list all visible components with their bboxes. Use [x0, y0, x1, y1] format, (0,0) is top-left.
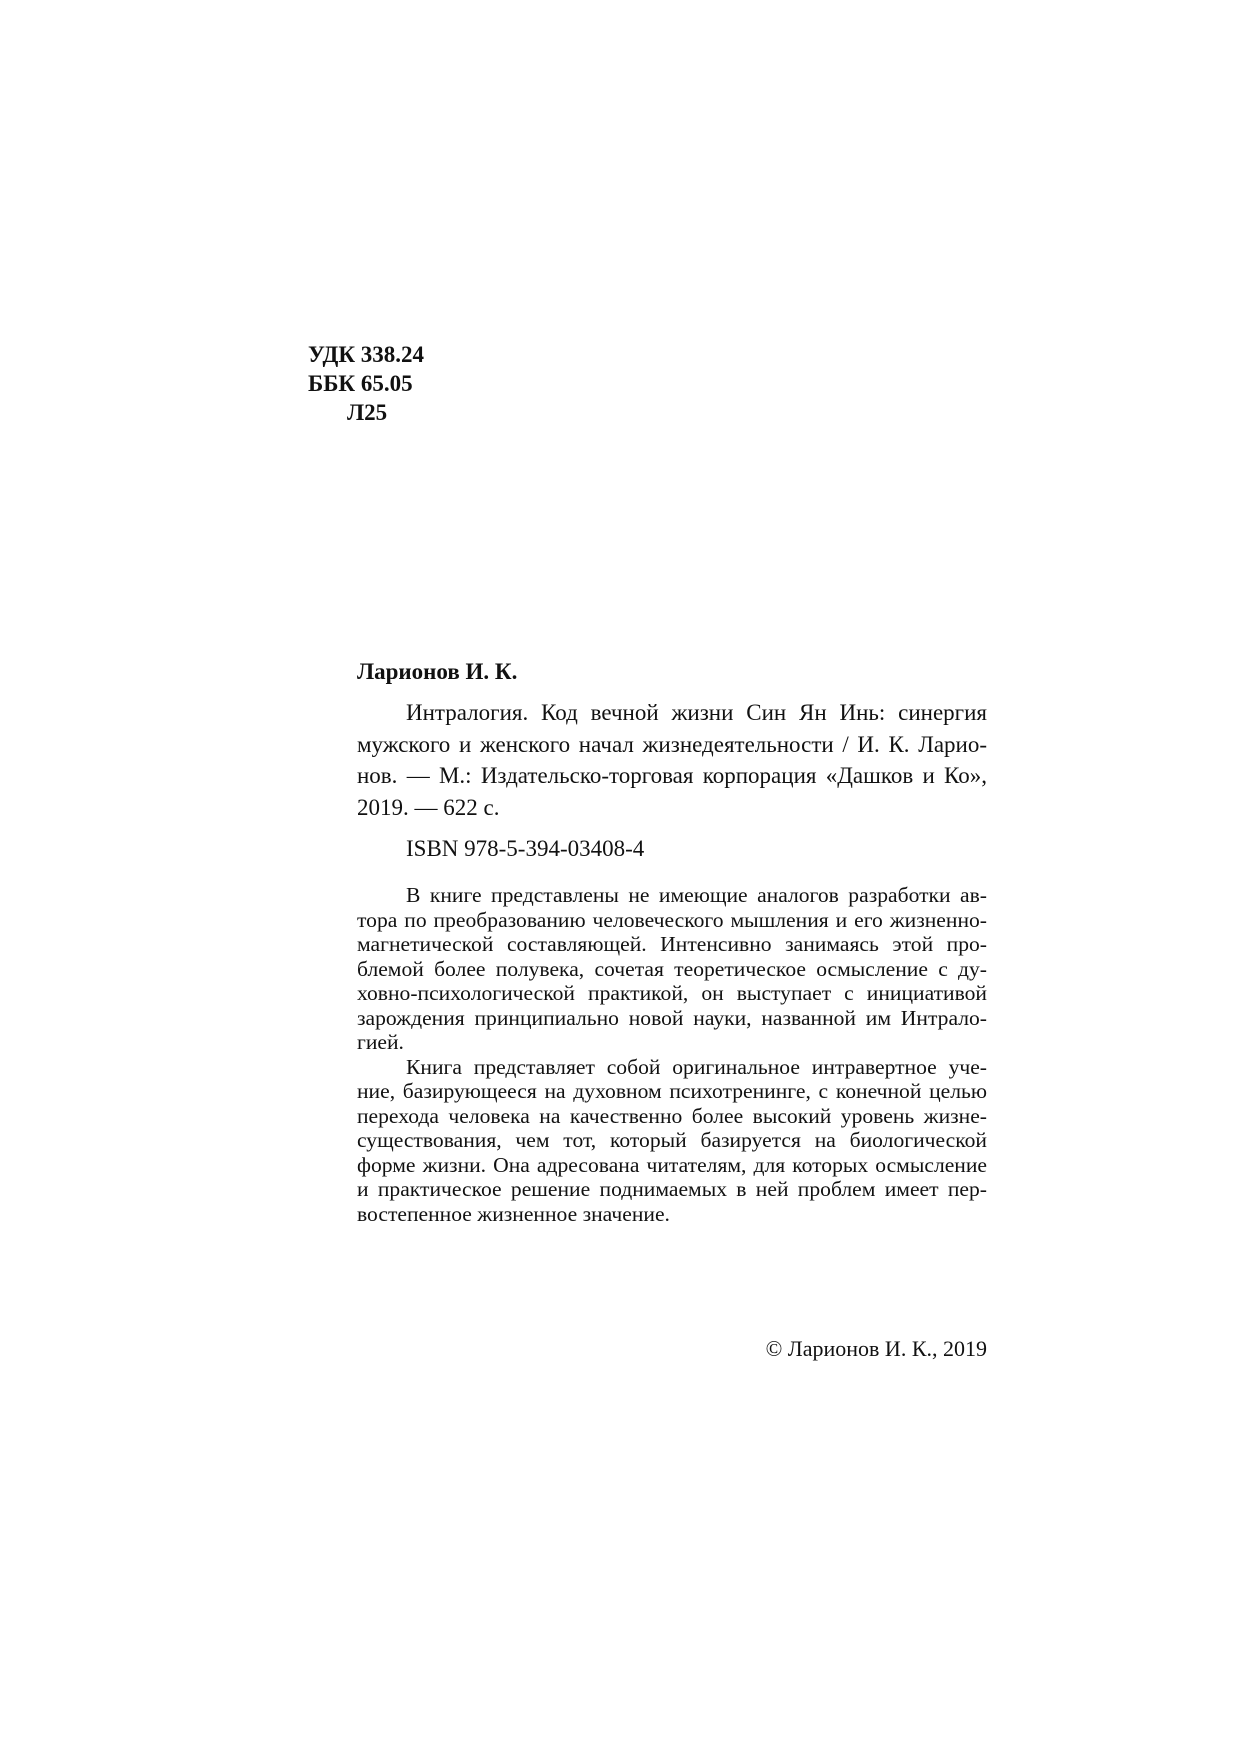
- abstract-line: магнетической составляющей. Интенсивно занимаясь этой про-: [357, 932, 987, 956]
- classification-block: [308, 340, 424, 427]
- record-description: [357, 697, 987, 823]
- abstract: [357, 883, 987, 1226]
- abstract-line: Книга представляет собой оригинальное интравертное уче-: [406, 1054, 987, 1079]
- abstract-line: перехода человека на качественно более высокий уровень жизне-: [357, 1103, 987, 1128]
- author-mark: Л25: [347, 400, 388, 425]
- abstract-line: форме жизни. Она адресована читателям, для которых осмысление: [357, 1152, 987, 1177]
- record-author: Ларионов И. К.: [357, 659, 518, 684]
- description-line: мужского и женского начал жизнедеятельности / И. К. Ларио-: [357, 731, 987, 757]
- abstract-line: востепенное жизненное значение.: [357, 1201, 670, 1226]
- abstract-line: зарождения принципиально новой науки, названной им Интрало-: [357, 1005, 987, 1030]
- abstract-paragraph-2: [357, 1055, 987, 1227]
- copyright-notice: © Ларионов И. К., 2019: [765, 1336, 987, 1361]
- abstract-line: В книге представлены не имеющие аналогов разработки ав-: [406, 883, 987, 907]
- udk-code: УДК 338.24: [308, 342, 425, 367]
- bbk-code: ББК 65.05: [308, 371, 413, 396]
- description-line: нов. — М.: Издательско-торговая корпорация «Дашков и Ко»,: [357, 763, 987, 788]
- bibliographic-record: [357, 658, 987, 1226]
- abstract-line: ховно-психологической практикой, он выступает с инициативой: [357, 981, 987, 1005]
- abstract-line: ние, базирующееся на духовном психотренинге, с конечной целью: [357, 1079, 987, 1103]
- description-line: Интралогия. Код вечной жизни Син Ян Инь: синергия: [406, 700, 987, 725]
- description-line: 2019. — 622 с.: [357, 794, 500, 820]
- isbn: ISBN 978-5-394-03408-4: [406, 836, 645, 861]
- abstract-line: тора по преобразованию человеческого мышления и его жизненно-: [357, 907, 987, 932]
- abstract-paragraph-1: [357, 883, 987, 1055]
- abstract-line: блемой более полувека, сочетая теоретическое осмысление с ду-: [357, 956, 987, 981]
- abstract-line: и практическое решение поднимаемых в ней проблем имеет пер-: [357, 1177, 987, 1201]
- abstract-line: гией.: [357, 1030, 404, 1054]
- abstract-line: существования, чем тот, который базируется на биологической: [357, 1128, 987, 1152]
